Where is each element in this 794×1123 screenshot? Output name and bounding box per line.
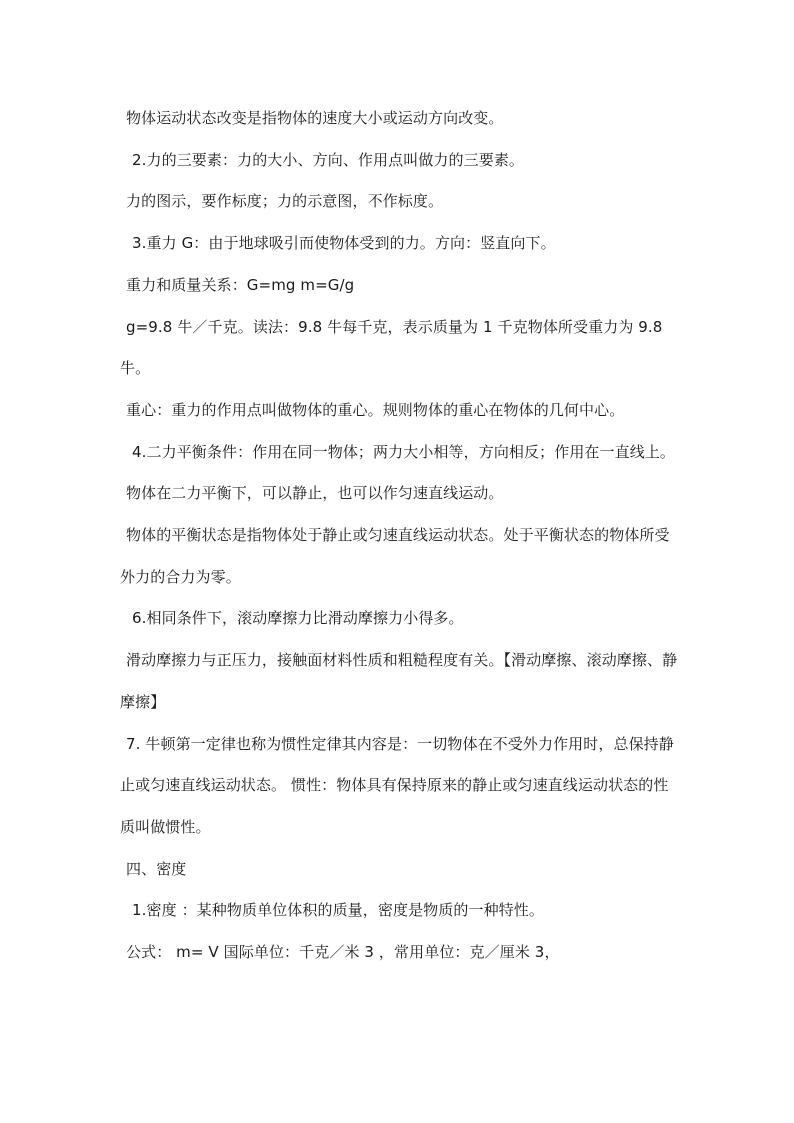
paragraph-density-definition: 1.密度 ：某种物质单位体积的质量，密度是物质的一种特性。	[132, 901, 544, 920]
paragraph-sliding-friction: 滑动摩擦力与正压力，接触面材料性质和粗糙程度有关。【滑动摩擦、滚动摩擦、静摩擦】	[120, 651, 678, 711]
paragraph-density-formula: 公式： m= V 国际单位：千克／米 3 ，常用单位：克／厘米 3，	[126, 943, 560, 962]
paragraph-gravity-mass: 重力和质量关系：G=mg m=G/g	[126, 275, 355, 294]
paragraph-newton-first-law: 7. 牛顿第一定律也称为惯性定律其内容是：一切物体在不受外力作用时，总保持静止或匀速直线运动状态。 惯性：物体具有保持原来的静止或匀速直线运动状态的性质叫做惯性。	[120, 734, 674, 836]
paragraph-rolling-friction: 6.相同条件下，滚动摩擦力比滑动摩擦力小得多。	[132, 609, 464, 628]
paragraph-force-elements: 2.力的三要素：力的大小、方向、作用点叫做力的三要素。	[132, 150, 525, 169]
paragraph-gravity: 3.重力 G：由于地球吸引而使物体受到的力。方向：竖直向下。	[132, 234, 556, 253]
paragraph-equilibrium-motion: 物体在二力平衡下，可以静止，也可以作匀速直线运动。	[126, 484, 504, 503]
document-body	[120, 98, 680, 974]
paragraph-equilibrium-state: 物体的平衡状态是指物体处于静止或匀速直线运动状态。处于平衡状态的物体所受外力的合力为零。	[120, 526, 670, 586]
paragraph-equilibrium-conditions: 4.二力平衡条件：作用在同一物体；两力大小相等，方向相反；作用在一直线上。	[132, 442, 676, 461]
paragraph-center-of-gravity: 重心：重力的作用点叫做物体的重心。规则物体的重心在物体的几何中心。	[126, 400, 625, 419]
section-heading-density: 四、密度	[126, 859, 187, 878]
paragraph-force-diagram: 力的图示，要作标度；力的示意图，不作标度。	[126, 192, 444, 211]
paragraph-g-value: g=9.8 牛／千克。读法：9.8 牛每千克，表示质量为 1 千克物体所受重力为 9.8 牛。	[120, 317, 663, 378]
paragraph-motion-state: 物体运动状态改变是指物体的速度大小或运动方向改变。	[126, 109, 504, 127]
